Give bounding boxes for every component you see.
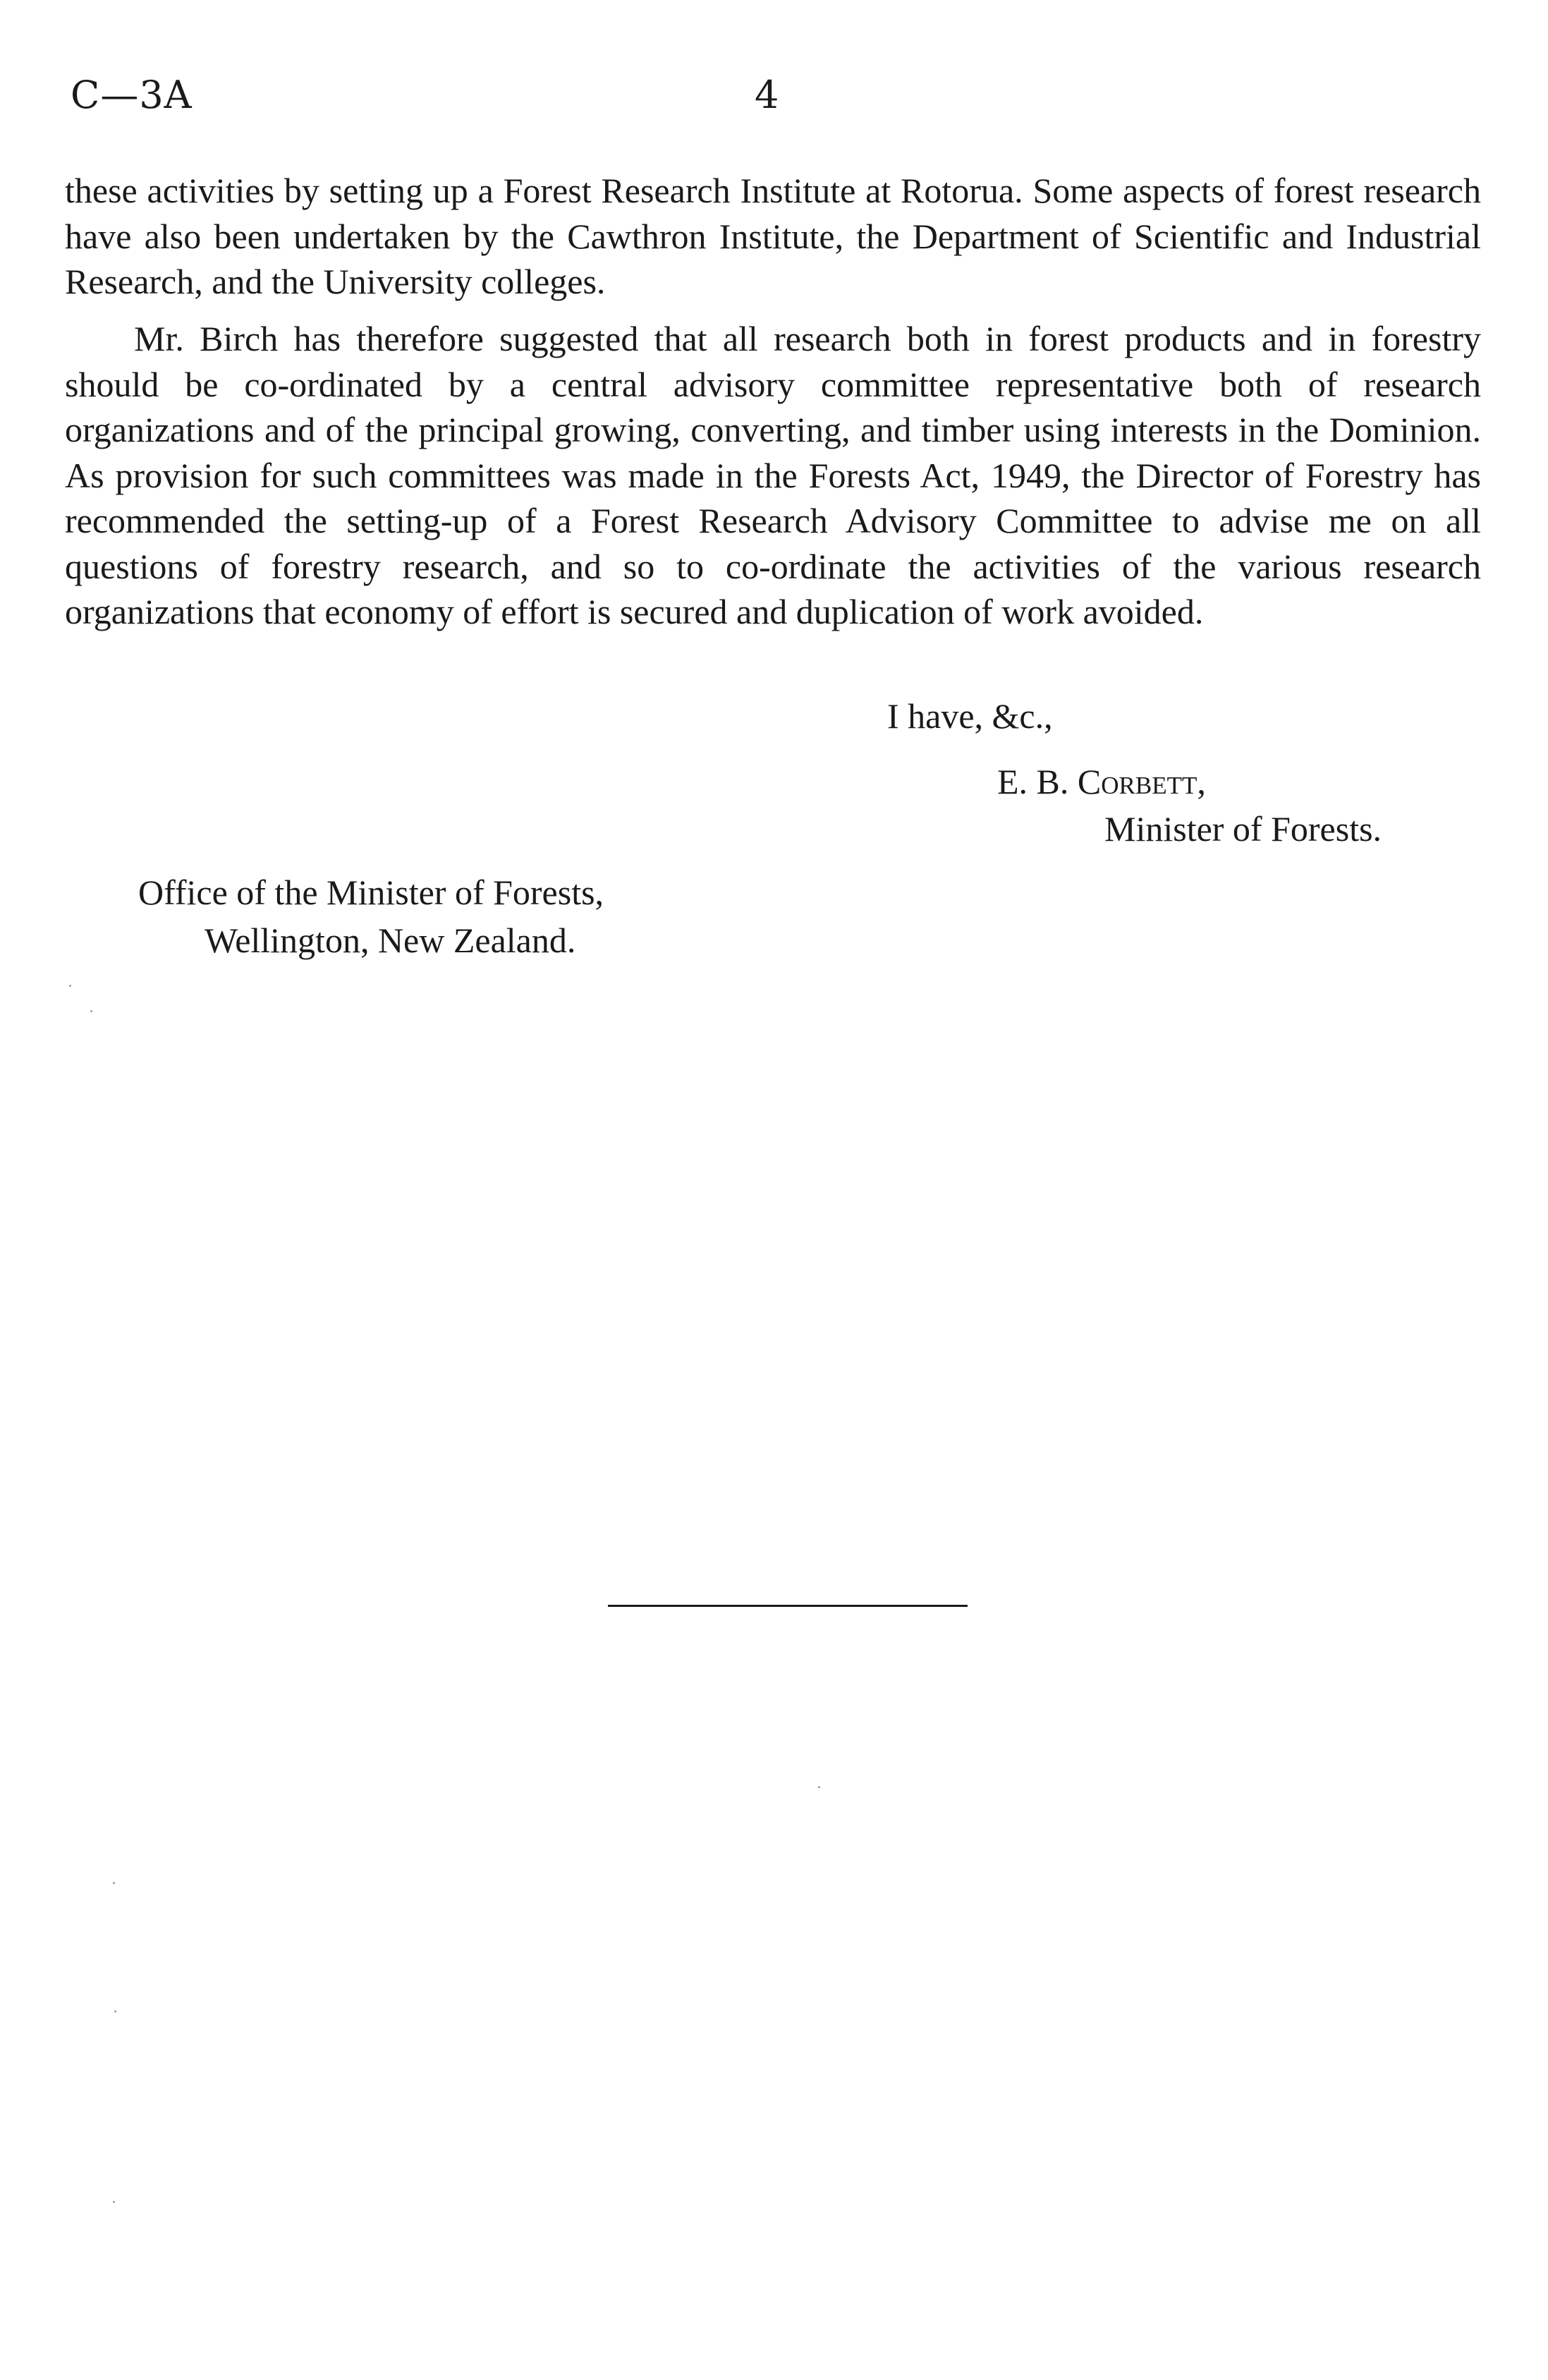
end-rule-divider [608, 1605, 968, 1607]
scan-speck [113, 1882, 115, 1884]
office-address-line-1: Office of the Minister of Forests, [138, 873, 604, 912]
scan-speck [114, 2010, 116, 2012]
office-address-line-2: Wellington, New Zealand. [205, 921, 576, 960]
scan-speck [818, 1786, 820, 1788]
signatory-title: Minister of Forests. [1104, 809, 1382, 849]
scan-speck [113, 2201, 115, 2203]
page-number: 4 [755, 73, 779, 117]
scan-speck [69, 985, 71, 987]
signatory-name: E. B. Corbett, [997, 762, 1206, 801]
body-paragraph-2: Mr. Birch has therefore suggested that all research both in forest products and in forestry should be co-ordinated by a central advisory committee representative both of research organizations and of the principal growing, converting, and timber using interests in the Dominion. As provision for such committees was made in the Forests Act, 1949, the Director of Forestry has recommended the setting-up of a Forest Research Advisory Committee to advise me on all questions of forestry research, and so to co-ordinate the activities of the various research organizations that economy of effort is secured and duplication of work avoided. [65, 319, 1481, 631]
scan-speck [90, 1010, 92, 1012]
document-reference: C—3A [71, 73, 193, 117]
body-paragraph-1: these activities by setting up a Forest Research Institute at Rotorua. Some aspects of forest research have also been undertaken by the Cawthron Institute, the Department of Scientific and Industrial Research, and the University colleges. [65, 171, 1481, 301]
letter-closing: I have, &c., [887, 696, 1053, 736]
